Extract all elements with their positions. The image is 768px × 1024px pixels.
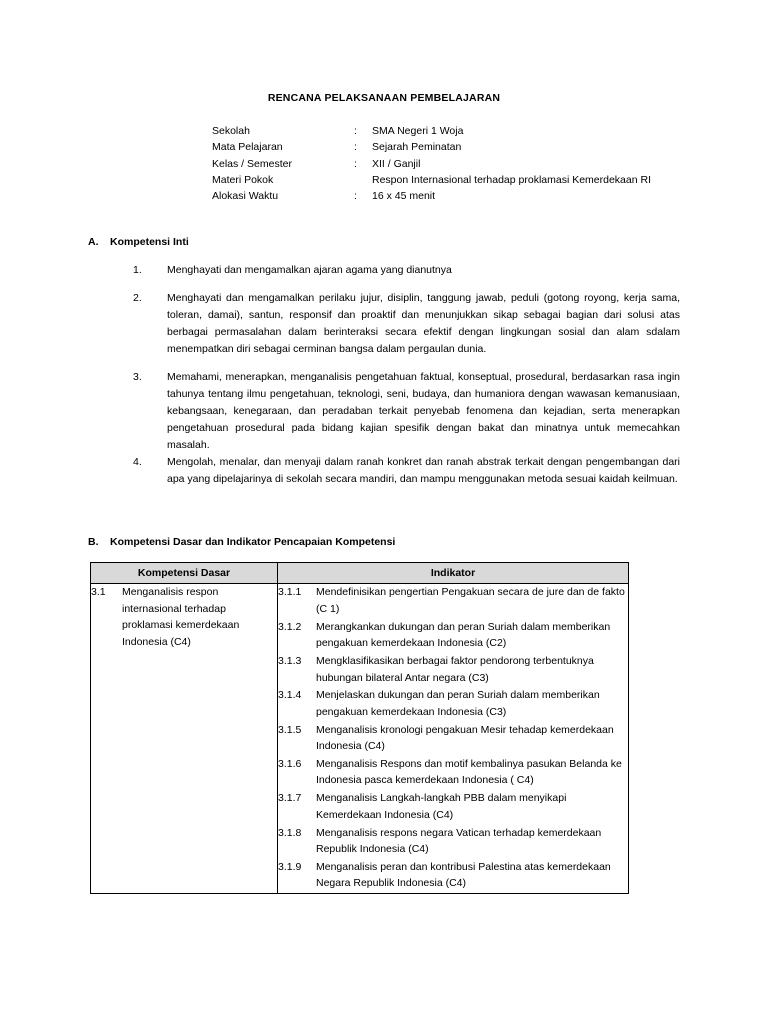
indicator-code: 3.1.8 bbox=[278, 826, 302, 839]
metadata-colon: : bbox=[354, 141, 357, 154]
list-item-text: Memahami, menerapkan, menganalisis pengetahuan faktual, konseptual, prosedural, berdasarkan rasa ingin tahunya tentang ilmu pengetahuan, teknologi, seni, budaya, dan humaniora dengan wawasan kemanusiaan, kebangsaan, kenegaraan, dan peradaban terkait penyebab fenomena dan kejadian, serta menerapkan pengetahuan prosedural pada bidang kajian spesifik dengan bakat dan minatnya untuk memecahkan masalah. bbox=[167, 371, 680, 452]
section-title: Kompetensi Inti bbox=[110, 236, 189, 249]
list-item bbox=[0, 454, 768, 488]
section-letter: B. bbox=[88, 536, 99, 549]
indicator-code: 3.1.3 bbox=[278, 655, 302, 668]
indicator-code: 3.1.2 bbox=[278, 620, 302, 633]
kompetensi-dasar-table bbox=[90, 562, 629, 894]
indicator-text: Menganalisis Respons dan motif kembalinya pasukan Belanda ke Indonesia pasca kemerdekaan Indonesia ( C4) bbox=[316, 758, 622, 787]
indicator-text: Mengklasifikasikan berbagai faktor pendorong terbentuknya hubungan bilateral Antar negara (C3) bbox=[316, 655, 594, 684]
list-item-text: Menghayati dan mengamalkan ajaran agama yang dianutnya bbox=[167, 264, 452, 277]
indicator-text: Menganalisis Langkah-langkah PBB dalam menyikapi Kemerdekaan Indonesia (C4) bbox=[316, 792, 567, 821]
list-item-number: 4. bbox=[133, 456, 142, 469]
indicator-text: Menganalisis respons negara Vatican terhadap kemerdekaan Republik Indonesia (C4) bbox=[316, 826, 602, 856]
metadata-row-kelas-semester bbox=[212, 156, 768, 172]
indicator-code: 3.1.1 bbox=[278, 586, 302, 599]
document-metadata bbox=[0, 104, 768, 204]
metadata-value: Sejarah Peminatan bbox=[372, 141, 462, 154]
indicator-item bbox=[278, 825, 628, 858]
indicator-code: 3.1.7 bbox=[278, 792, 302, 805]
table-header-indikator: Indikator bbox=[278, 563, 629, 584]
list-item-number: 3. bbox=[133, 371, 142, 384]
indicator-item bbox=[278, 653, 628, 686]
list-item bbox=[0, 290, 768, 358]
metadata-row-sekolah bbox=[212, 123, 768, 139]
section-heading-a bbox=[0, 236, 768, 248]
section-title: Kompetensi Dasar dan Indikator Pencapaian Kompetensi bbox=[110, 536, 396, 549]
metadata-value: SMA Negeri 1 Woja bbox=[372, 125, 464, 137]
metadata-colon: : bbox=[354, 190, 357, 203]
indicator-item bbox=[278, 756, 628, 789]
metadata-label: Mata Pelajaran bbox=[212, 141, 283, 154]
page-title: RENCANA PELAKSANAAN PEMBELAJARAN bbox=[267, 92, 501, 104]
section-letter: A. bbox=[88, 236, 99, 249]
table-header-kompetensi-dasar: Kompetensi Dasar bbox=[91, 563, 278, 584]
metadata-colon: : bbox=[354, 125, 357, 137]
metadata-label: Sekolah bbox=[212, 125, 250, 137]
list-item-number: 1. bbox=[133, 264, 142, 277]
list-item-number: 2. bbox=[133, 292, 142, 305]
metadata-label: Alokasi Waktu bbox=[212, 190, 279, 203]
list-item-text: Menghayati dan mengamalkan perilaku jujur, disiplin, tanggung jawab, peduli (gotong royong, kerja sama, toleran, damai), santun, responsif dan proaktif dan menunjukkan sikap sebagai bagian dari solusi atas berbagai permasalahan dalam berinteraksi secara efektif dengan lingkungan sosial dan alam sdalam menempatkan diri sebagai cerminan bangsa dalam pergaulan dunia. bbox=[167, 292, 680, 356]
metadata-row-alokasi-waktu bbox=[212, 188, 768, 204]
indicator-text: Mendefinisikan pengertian Pengakuan secara de jure dan de fakto (C 1) bbox=[316, 586, 625, 615]
indicator-code: 3.1.9 bbox=[278, 860, 302, 873]
section-heading-b bbox=[0, 536, 768, 548]
metadata-colon: : bbox=[354, 157, 357, 170]
indicator-code: 3.1.5 bbox=[278, 723, 302, 736]
table-row bbox=[91, 584, 629, 894]
metadata-value: Respon Internasional terhadap proklamasi Kemerdekaan RI bbox=[372, 173, 651, 186]
indicator-item bbox=[278, 619, 628, 652]
indicator-item bbox=[278, 687, 628, 720]
indicator-text: Menganalisis peran dan kontribusi Palestina atas kemerdekaan Negara Republik Indonesia (C4) bbox=[316, 860, 611, 890]
indicator-text: Menganalisis kronologi pengakuan Mesir tehadap kemerdekaan Indonesia (C4) bbox=[316, 723, 614, 753]
kd-code: 3.1 bbox=[91, 586, 106, 599]
kd-text: Menganalisis respon internasional terhadap proklamasi kemerdekaan Indonesia (C4) bbox=[122, 586, 240, 648]
metadata-value: XII / Ganjil bbox=[372, 157, 421, 170]
list-item-text: Mengolah, menalar, dan menyaji dalam ranah konkret dan ranah abstrak terkait dengan pengembangan dari apa yang dipelajarinya di sekolah secara mandiri, dan mampu menggunakan metoda sesuai kaidah keilmuan. bbox=[167, 456, 680, 486]
metadata-value: 16 x 45 menit bbox=[372, 190, 436, 203]
indicator-item bbox=[278, 790, 628, 823]
table-header-row bbox=[91, 563, 629, 584]
indicator-code: 3.1.4 bbox=[278, 689, 302, 702]
indicator-item bbox=[278, 722, 628, 755]
indicator-item bbox=[278, 584, 628, 617]
metadata-label: Materi Pokok bbox=[212, 173, 274, 186]
kompetensi-inti-list bbox=[0, 248, 768, 488]
metadata-label: Kelas / Semester bbox=[212, 157, 292, 170]
list-item bbox=[0, 369, 768, 454]
indicator-code: 3.1.6 bbox=[278, 758, 302, 771]
metadata-row-mata-pelajaran bbox=[212, 139, 768, 155]
section-kompetensi-inti bbox=[0, 204, 768, 488]
indicator-item bbox=[278, 859, 628, 892]
section-kompetensi-dasar bbox=[0, 499, 768, 894]
list-item bbox=[0, 262, 768, 279]
indicator-text: Menjelaskan dukungan dan peran Suriah dalam memberikan pengakuan kemerdekaan Indonesia (C3) bbox=[316, 689, 600, 718]
table-cell-kompetensi-dasar bbox=[91, 584, 278, 894]
metadata-row-materi-pokok bbox=[212, 172, 768, 188]
indicator-text: Merangkankan dukungan dan peran Suriah dalam memberikan pengakuan kemerdekaan Indonesia (C2) bbox=[316, 620, 611, 650]
table-cell-indikator bbox=[278, 584, 629, 894]
